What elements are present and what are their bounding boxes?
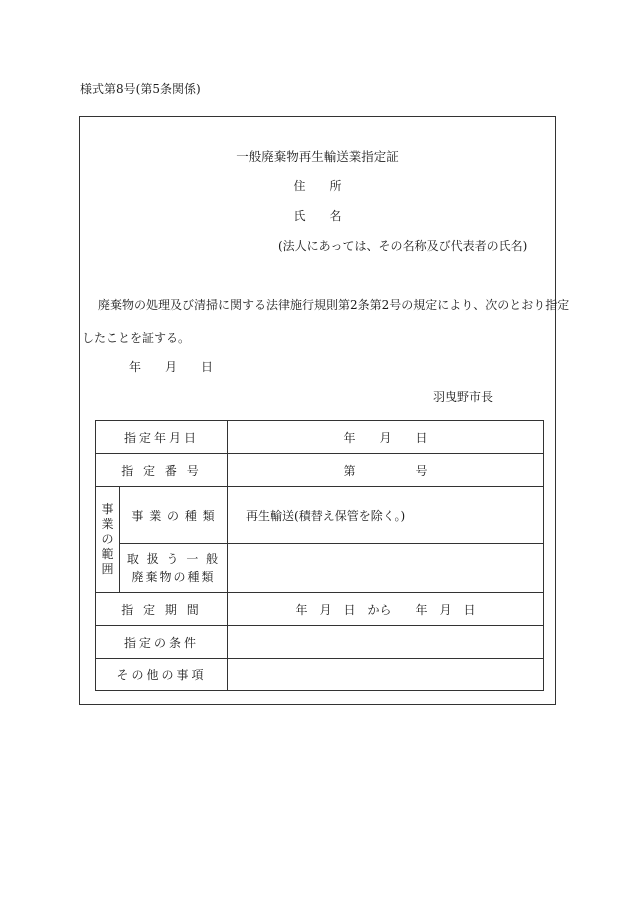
table-row — [96, 593, 544, 626]
designation-date-label: 指定年月日 — [96, 421, 228, 454]
business-scope-label — [96, 487, 120, 593]
designation-table — [95, 420, 544, 691]
designation-number-value: 第 号 — [228, 454, 544, 487]
table-row — [96, 487, 544, 544]
scope-char: の — [101, 532, 114, 546]
designation-number-label: 指 定 番 号 — [96, 454, 228, 487]
name-label: 氏 名 — [293, 209, 342, 223]
table-row — [96, 659, 544, 691]
business-type-label: 事 業 の 種 類 — [120, 487, 228, 544]
form-number-label: 様式第8号(第5条関係) — [80, 82, 201, 96]
designation-period-label: 指 定 期 間 — [96, 593, 228, 626]
table-row — [96, 626, 544, 659]
scope-char: 範 — [101, 547, 114, 561]
designation-date-value: 年 月 日 — [228, 421, 544, 454]
waste-type-value — [228, 544, 544, 593]
other-matters-label: その他の事項 — [96, 659, 228, 691]
scope-char: 業 — [101, 517, 114, 531]
designation-period-value: 年 月 日 から 年 月 日 — [228, 593, 544, 626]
issuer-name: 羽曳野市長 — [433, 390, 494, 404]
business-type-value: 再生輸送(積替え保管を除く。) — [228, 487, 544, 544]
conditions-value — [228, 626, 544, 659]
address-label: 住 所 — [293, 179, 342, 193]
scope-char: 事 — [101, 502, 114, 516]
waste-type-label-line1: 取 扱 う 一 般 — [126, 552, 221, 566]
table-row — [96, 421, 544, 454]
issue-date: 年 月 日 — [129, 360, 214, 374]
other-matters-value — [228, 659, 544, 691]
conditions-label: 指定の条件 — [96, 626, 228, 659]
waste-type-label-line2: 廃棄物の種類 — [131, 570, 216, 584]
corporate-note: (法人にあっては、その名称及び代表者の氏名) — [278, 239, 528, 253]
table-row — [96, 544, 544, 593]
certification-text-line2: したことを証する。 — [82, 331, 191, 345]
scope-char: 囲 — [101, 562, 114, 576]
document-title: 一般廃棄物再生輸送業指定証 — [236, 149, 399, 164]
certification-text-line1: 廃棄物の処理及び清掃に関する法律施行規則第2条第2号の規定により、次のとおり指定 — [98, 298, 570, 312]
table-row — [96, 454, 544, 487]
waste-type-label — [120, 544, 228, 593]
